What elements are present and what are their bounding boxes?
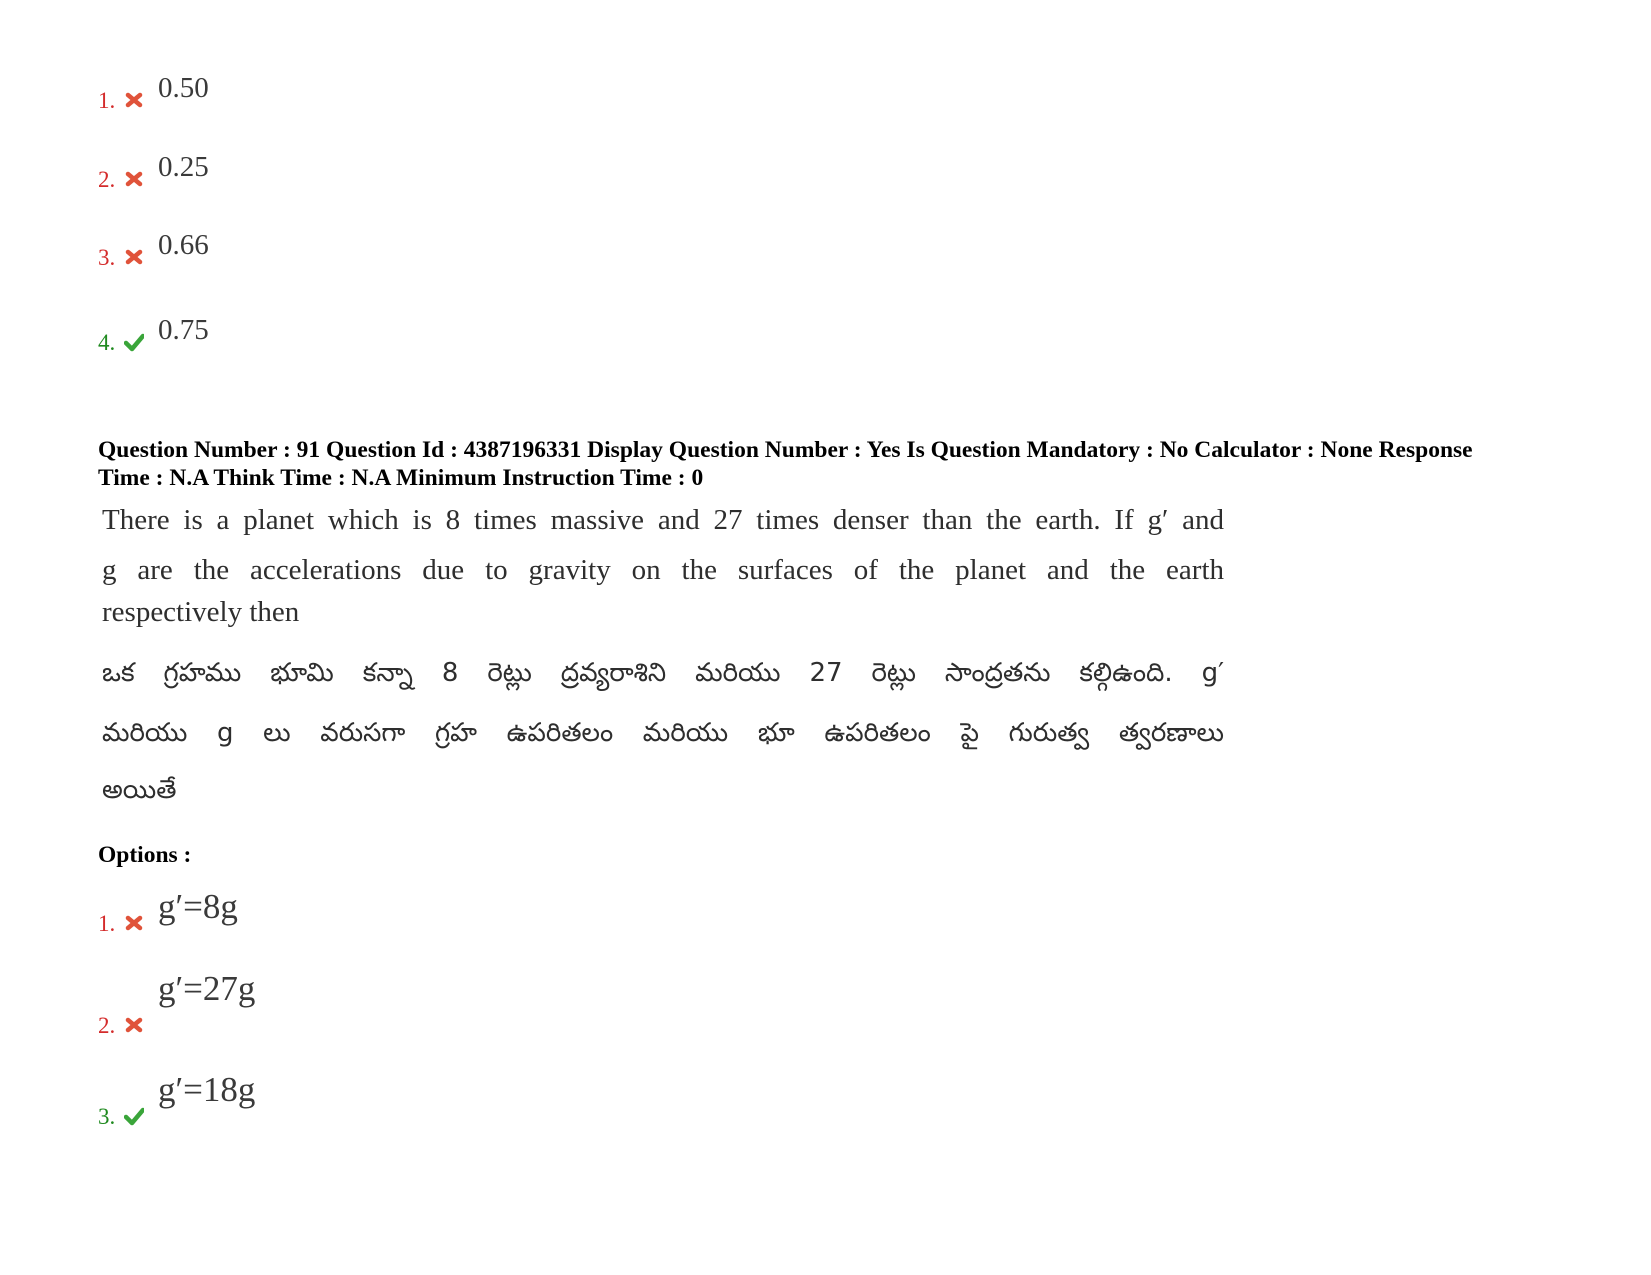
metadata-line-1: Question Number : 91 Question Id : 4387196331 Display Question Number : Yes Is Question Mandatory : No Calculator : None Response	[98, 437, 1473, 463]
cross-mark-icon	[124, 247, 144, 267]
question-text-english-line-2: g are the accelerations due to gravity on the surfaces of the planet and the earth	[102, 554, 1224, 586]
option-number: 1.	[98, 88, 116, 113]
option-value: 0.75	[158, 314, 209, 346]
option-value: g′=8g	[158, 887, 238, 926]
option-number: 2.	[98, 1013, 116, 1038]
option-number: 3.	[98, 1104, 116, 1129]
option-value: 0.25	[158, 151, 209, 183]
question-text-telugu-line-3: అయితే	[102, 775, 177, 805]
check-mark-icon	[124, 1106, 144, 1126]
option-value: 0.50	[158, 72, 209, 104]
check-mark-icon	[124, 332, 144, 352]
options-label: Options :	[98, 842, 192, 868]
cross-mark-icon	[124, 90, 144, 110]
option-number: 1.	[98, 911, 116, 936]
question-text-telugu-line-2: మరియు g లు వరుసగా గ్రహ ఉపరితలం మరియు భూ ఉపరితలం పై గురుత్వ త్వరణాలు	[102, 718, 1224, 748]
option-value: 0.66	[158, 229, 209, 261]
cross-mark-icon	[124, 1015, 144, 1035]
option-number: 2.	[98, 167, 116, 192]
option-number: 4.	[98, 330, 116, 355]
option-value: g′=18g	[158, 1070, 256, 1109]
question-metadata	[98, 436, 1578, 492]
question-text-english-line-3: respectively then	[102, 596, 300, 628]
cross-mark-icon	[124, 169, 144, 189]
question-text-english-line-1: There is a planet which is 8 times massive and 27 times denser than the earth. If g′ and	[102, 504, 1224, 536]
question-text-telugu-line-1: ఒక గ్రహము భూమి కన్నా 8 రెట్లు ద్రవ్యరాశిని మరియు 27 రెట్లు సాంద్రతను కల్గిఉంది. g′	[102, 658, 1224, 688]
option-value: g′=27g	[158, 969, 256, 1008]
option-number: 3.	[98, 245, 116, 270]
metadata-line-2: Time : N.A Think Time : N.A Minimum Instruction Time : 0	[98, 465, 704, 491]
cross-mark-icon	[124, 913, 144, 933]
